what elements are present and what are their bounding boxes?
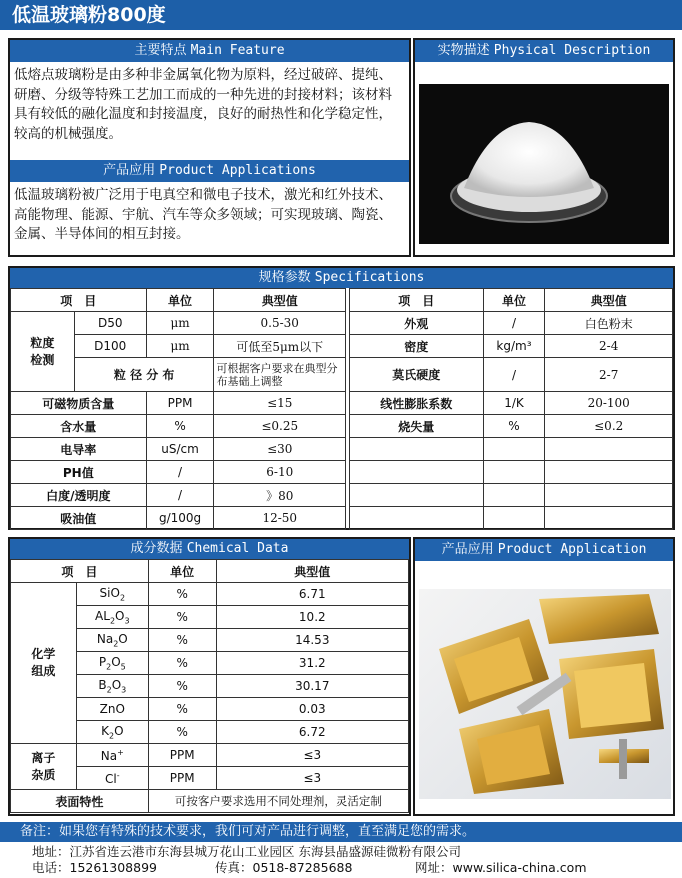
chem-unit: %: [148, 583, 216, 606]
spec-value: 》80: [214, 484, 346, 507]
chem-col-value: 典型值: [216, 560, 408, 583]
chem-value: 6.72: [216, 721, 408, 744]
spec-unit: %: [483, 415, 545, 438]
spec-unit: /: [146, 461, 214, 484]
applications-header: [10, 160, 409, 182]
gold-package-illustration: [419, 589, 671, 799]
spec-unit: /: [483, 358, 545, 392]
chem-col-item: 项 目: [11, 560, 149, 583]
chem-value: 0.03: [216, 698, 408, 721]
chem-unit: %: [148, 606, 216, 629]
spec-value: 2-7: [545, 358, 673, 392]
chem-formula: SiO$_2$: [76, 583, 148, 606]
spec-value: 20-100: [545, 392, 673, 415]
chem-unit: %: [148, 698, 216, 721]
chem-surface-value: 可按客户要求选用不同处理剂，灵活定制: [148, 790, 408, 813]
footer-address: 地址：江苏省连云港市东海县城万花山工业园区 东海县晶盛源硅微粉有限公司: [32, 844, 461, 859]
spec-item: 外观: [350, 312, 484, 335]
spec-item: 含水量: [11, 415, 147, 438]
chem-group-composition: 化学组成: [11, 583, 77, 744]
footer-website: 网址：www.silica-china.com: [415, 860, 587, 875]
spec-value: 6-10: [214, 461, 346, 484]
chem-ion: Cl-: [76, 767, 148, 790]
chem-unit: %: [148, 721, 216, 744]
spec-item: 密度: [350, 335, 484, 358]
powder-dish-illustration: [419, 84, 669, 244]
specs-col-value: 典型值: [214, 289, 346, 312]
spec-value: 0.5-30: [214, 312, 346, 335]
main-feature-header: [10, 40, 409, 62]
specs-col-unit: 单位: [483, 289, 545, 312]
spec-value: ≤15: [214, 392, 346, 415]
chem-value: 6.71: [216, 583, 408, 606]
spec-item: 可磁物质含量: [11, 392, 147, 415]
spec-unit: /: [483, 312, 545, 335]
chem-unit: PPM: [148, 744, 216, 767]
spec-value: 可根据客户要求在典型分布基础上调整: [214, 358, 346, 392]
chem-formula: $B_2O_3$: [76, 675, 148, 698]
chem-ion: Na+: [76, 744, 148, 767]
chem-surface-label: 表面特性: [11, 790, 149, 813]
spec-item: D100: [74, 335, 146, 358]
footer-phone: 电话：15261308899: [32, 860, 157, 875]
specs-left-table: [10, 288, 346, 530]
chem-value: 30.17: [216, 675, 408, 698]
chem-value: 14.53: [216, 629, 408, 652]
footer-note: 备注：如果您有特殊的技术要求，我们可对产品进行调整，直至满足您的需求。: [0, 822, 682, 842]
spec-item: PH值: [11, 461, 147, 484]
applications-text: 低温玻璃粉被广泛用于电真空和微电子技术，激光和红外技术、高能物理、能源、宇航、汽车等众多领域；可实现玻璃、陶瓷、金属、半导体间的相互封接。: [14, 187, 392, 242]
specs-header-cn: 规格参数: [258, 270, 311, 285]
chem-group-ions: 离子杂质: [11, 744, 77, 790]
main-feature-text: 低熔点玻璃粉是由多种非金属氧化物为原料，经过破碎、提纯、研磨、分级等特殊工艺加工而成的一种先进的封接材料；该材料具有较低的融化温度和封接温度，良好的耐热性和化学稳定性，较高的机械强度。: [14, 67, 392, 142]
spec-value: ≤30: [214, 438, 346, 461]
specs-col-value: 典型值: [545, 289, 673, 312]
chem-formula: $P_2O_5$: [76, 652, 148, 675]
spec-value: 12-50: [214, 507, 346, 530]
chem-unit: %: [148, 652, 216, 675]
footer-fax: 传真：0518-87285688: [215, 860, 353, 875]
main-feature-header-en: Main Feature: [190, 43, 285, 58]
chem-value: 10.2: [216, 606, 408, 629]
specs-header: [10, 268, 673, 288]
application-photo-panel: [413, 537, 675, 816]
specs-col-item: 项 目: [350, 289, 484, 312]
application-photo-header-cn: 产品应用: [441, 542, 494, 557]
chemical-header-en: Chemical Data: [186, 541, 289, 556]
spec-unit: /: [146, 484, 214, 507]
spec-item: 线性膨胀系数: [350, 392, 484, 415]
chemical-table: [10, 559, 409, 813]
chemical-header-cn: 成分数据: [130, 541, 183, 556]
spec-unit: μm: [146, 335, 214, 358]
spec-unit: kg/m³: [483, 335, 545, 358]
application-photo-header: [415, 539, 673, 561]
spec-value: ≤0.2: [545, 415, 673, 438]
chem-formula: $Na_2O$: [76, 629, 148, 652]
spec-item: 吸油值: [11, 507, 147, 530]
spec-unit: μm: [146, 312, 214, 335]
spec-item: 粒 径 分 布: [74, 358, 214, 392]
physical-panel: [413, 38, 675, 257]
specs-col-unit: 单位: [146, 289, 214, 312]
chem-formula: ZnO: [76, 698, 148, 721]
spec-value: ≤0.25: [214, 415, 346, 438]
physical-header: [415, 40, 673, 62]
spec-unit: g/100g: [146, 507, 214, 530]
main-feature-header-cn: 主要特点: [134, 43, 187, 58]
application-photo-header-en: Product Application: [497, 542, 647, 557]
spec-unit: PPM: [146, 392, 214, 415]
spec-value: 可低至5μm以下: [214, 335, 346, 358]
chem-unit: %: [148, 675, 216, 698]
chem-col-unit: 单位: [148, 560, 216, 583]
spec-value: 2-4: [545, 335, 673, 358]
spec-unit: 1/K: [483, 392, 545, 415]
spec-item: 电导率: [11, 438, 147, 461]
specs-panel: [8, 266, 675, 530]
chem-formula: $AL_2O_3$: [76, 606, 148, 629]
spec-item: 白度/透明度: [11, 484, 147, 507]
chem-unit: %: [148, 629, 216, 652]
chem-value: 31.2: [216, 652, 408, 675]
physical-header-en: Physical Description: [493, 43, 651, 58]
specs-group-label: 粒度检测: [11, 312, 75, 392]
chem-value: ≤3: [216, 744, 408, 767]
specs-header-en: Specifications: [314, 270, 425, 285]
physical-header-cn: 实物描述: [437, 43, 490, 58]
gold-package-photo: [419, 589, 671, 799]
chemical-panel: [8, 537, 411, 816]
powder-photo: [419, 84, 669, 244]
applications-header-en: Product Applications: [159, 163, 316, 178]
spec-unit: %: [146, 415, 214, 438]
main-feature-panel: [8, 38, 411, 257]
spec-unit: uS/cm: [146, 438, 214, 461]
specs-right-table: [349, 288, 673, 530]
spec-item: D50: [74, 312, 146, 335]
page-title: 低温玻璃粉800度: [0, 0, 682, 30]
spec-item: 烧失量: [350, 415, 484, 438]
chem-formula: $K_2O$: [76, 721, 148, 744]
chem-unit: PPM: [148, 767, 216, 790]
specs-col-item: 项 目: [11, 289, 147, 312]
chemical-header: [10, 539, 409, 559]
chem-value: ≤3: [216, 767, 408, 790]
spec-item: 莫氏硬度: [350, 358, 484, 392]
applications-header-cn: 产品应用: [103, 163, 156, 178]
spec-value: 白色粉末: [545, 312, 673, 335]
